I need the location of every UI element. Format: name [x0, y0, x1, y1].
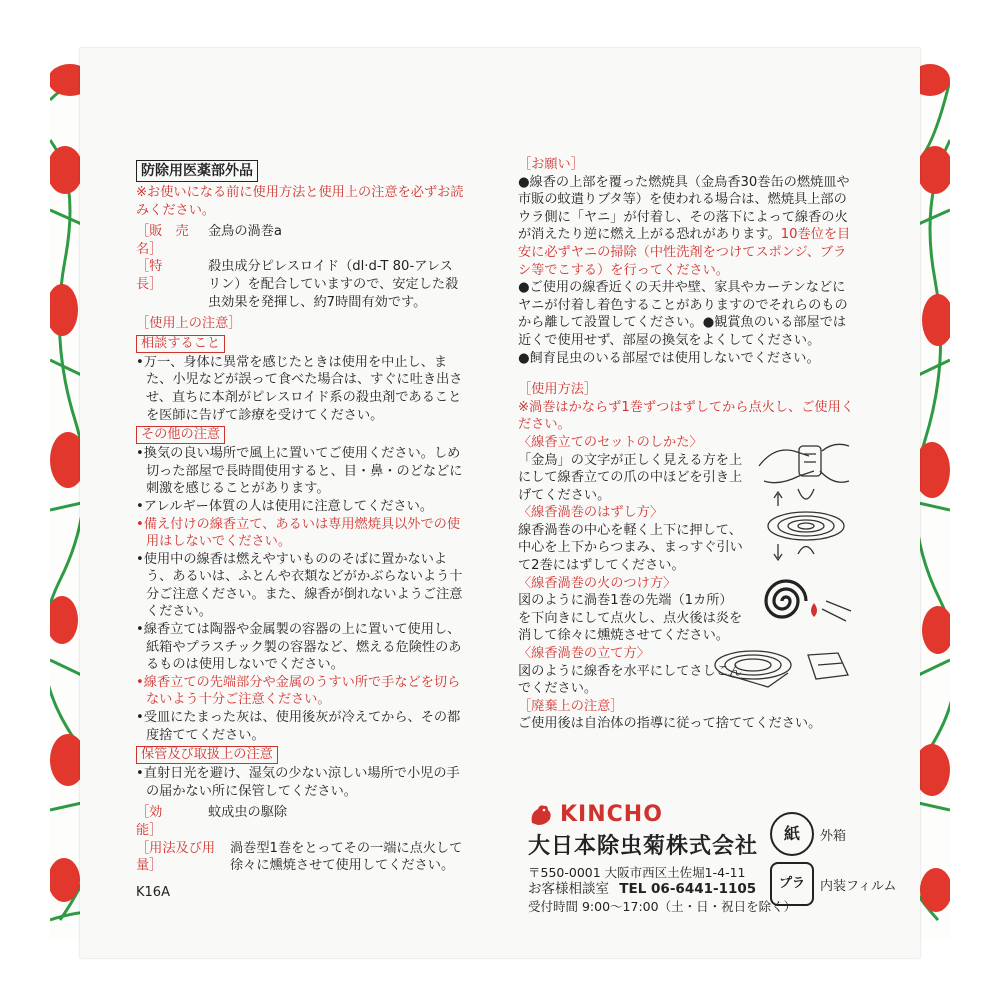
other-note-item: •使用中の線香は燃えやすいもののそばに置かないよう、あるいは、ふとんや衣類などがかぶらないよう十分ご注意ください。また、線香が倒れないようご注意ください。 [136, 551, 463, 620]
consult-title: 相談すること [136, 335, 225, 353]
tel-label: お客様相談室 [528, 881, 609, 897]
right-column [518, 156, 858, 733]
step-title: 〈線香渦巻の立て方〉 [518, 646, 650, 662]
consult-item: •万一、身体に異常を感じたときは使用を中止し、また、小児などが誤って食べた場合は、すぐに吐き出させ、直ちに本剤がピレスロイド系の殺虫剤であることを医師に告げて診療を受けてください。 [136, 354, 463, 423]
usage-method-intro: ※渦巻はかならず1巻ずつはずしてから点火し、ご使用ください。 [518, 399, 854, 433]
other-note-item: •線香立ての先端部分や金属のうすい所で手などを切らないよう十分ご注意ください。 [136, 674, 461, 708]
tel-number: TEL 06-6441-1105 [619, 881, 757, 897]
request-text: ●線香の上部を覆った燃焼具（金鳥香30巻缶の燃焼皿や市販の蚊遣りブタ等）を使われる場合は、燃焼具上部のウラ側に「ヤニ」が付着し、その落下によって線香の火が消えたり逆に燃え上がる恐れがあります。 [518, 174, 850, 243]
precaution-intro: ※お使いになる前に使用方法と使用上の注意を必ずお読みください。 [136, 185, 464, 218]
tel-row [528, 881, 796, 898]
step-text: 「金鳥」の文字が正しく見える方を上にして線香立ての爪の中ほどを引き上げてください。 [518, 452, 743, 503]
step-stand [518, 645, 858, 698]
recycle-label: 内装フィルム [820, 878, 897, 894]
company-address: 〒550-0001 大阪市西区土佐堀1-4-11 [528, 865, 746, 880]
product-name-row [136, 223, 466, 258]
storage-item: •直射日光を避け、湿気の少ない涼しい場所で小児の手の届かない所に保管してください。 [136, 766, 460, 799]
dosage-value: 渦巻型1巻をとってその一端に点火して徐々に燻焼させて使用してください。 [230, 840, 463, 874]
product-name-key: ［販 売 名］ [136, 224, 202, 257]
coil-stand-illustration [708, 635, 858, 695]
feature-key: ［特 長］ [136, 259, 202, 292]
step-title: 〈線香立てのセットのしかた〉 [518, 434, 703, 450]
dosage-row [136, 840, 466, 875]
request-item [518, 350, 858, 368]
company-name: 大日本除虫菊株式会社 [528, 834, 759, 859]
rooster-icon [528, 803, 554, 827]
disposal-title: ［廃棄上の注意］ [518, 698, 624, 714]
other-note-item: •線香立ては陶器や金属製の容器の上に置いて使用し、紙箱やプラスチック製の容器など、燃える危険性のあるものは使用しないでください。 [136, 622, 462, 673]
request-item [518, 279, 858, 349]
request-list [518, 174, 858, 368]
other-notes-title: その他の注意 [136, 426, 225, 444]
product-code: K16A [136, 885, 170, 900]
kincho-logo [528, 802, 796, 827]
request-text: 10巻位を目安に必ずヤニの掃除（中性洗剤をつけてスポンジ、ブラシ等でこする）を行ってください。 [518, 227, 851, 278]
storage-title: 保管及び取扱上の注意 [136, 746, 278, 764]
recycle-label: 外箱 [820, 828, 847, 844]
effect-value: 蚊成虫の駆除 [208, 805, 288, 821]
product-name-value: 金鳥の渦巻a [208, 224, 283, 240]
plastic-recycle-icon: プラ [770, 862, 814, 906]
usage-method-title: ［使用方法］ [518, 382, 598, 398]
recycle-plastic [770, 862, 896, 906]
company-block [528, 802, 796, 915]
request-title: ［お願い］ [518, 157, 584, 172]
step-text: 図のように渦巻1巻の先端（1カ所）を下向きにして点火し、点火後は炎を消して徐々に燻焼させてください。 [518, 593, 743, 644]
category-label: 防除用医薬部外品 [136, 160, 258, 182]
dosage-key: ［用法及び用量］ [136, 840, 216, 874]
other-note-item: •アレルギー体質の人は使用に注意してください。 [136, 498, 434, 514]
step-text: 線香渦巻の中心を軽く上下に押して、中心を上下からつまみ、まっすぐ引いて2巻にはずしてください。 [518, 522, 743, 574]
disposal-text: ご使用後は自治体の指導に従って捨ててください。 [518, 716, 822, 732]
paper-recycle-icon: 紙 [770, 812, 814, 856]
reception-hours: 受付時間 9:00〜17:00（土・日・祝日を除く） [528, 899, 797, 914]
usage-notes-title: ［使用上の注意］ [136, 316, 242, 332]
effect-key: ［効 能］ [136, 805, 202, 838]
feature-row [136, 258, 466, 311]
request-text: ●飼育昆虫のいる部屋では使用しないでください。 [518, 350, 820, 366]
coil-ignite-illustration [756, 571, 856, 631]
step-remove [518, 504, 858, 574]
step-title: 〈線香渦巻の火のつけ方〉 [518, 575, 677, 591]
other-notes-list [136, 445, 466, 744]
step-text: 図のように線香を水平にしてさしこんでください。 [518, 663, 743, 697]
consult-list [136, 354, 466, 424]
left-column [136, 160, 466, 875]
other-note-item: •受皿にたまった灰は、使用後灰が冷えてから、その都度捨ててください。 [136, 710, 461, 743]
coil-separate-illustration [758, 484, 848, 564]
request-text: ●ご使用の線香近くの天井や壁、家具やカーテンなどにヤニが付着し着色することがありますのでそれらのものから離して設置してください。●観賞魚のいる部屋では近くで使用せず、部屋の換気をよくしてください。 [518, 280, 848, 348]
storage-list [136, 765, 466, 800]
other-note-item: •備え付けの線香立て、あるいは専用燃焼具以外での使用はしないでください。 [136, 516, 461, 550]
effect-row [136, 804, 466, 839]
brand-name: KINCHO [560, 802, 663, 827]
recycle-paper [770, 812, 846, 856]
request-item [518, 174, 858, 280]
other-note-item: •換気の良い場所で風上に置いてご使用ください。しめ切った部屋で長時間使用すると、目・鼻・のどなどに刺激を感じることがあります。 [136, 446, 463, 497]
feature-value: 殺虫成分ピレスロイド（dl·d-T 80-アレスリン）を配合していますので、安定した殺虫効果を発揮し、約7時間有効です。 [208, 259, 459, 310]
step-title: 〈線香渦巻のはずし方〉 [518, 505, 664, 521]
